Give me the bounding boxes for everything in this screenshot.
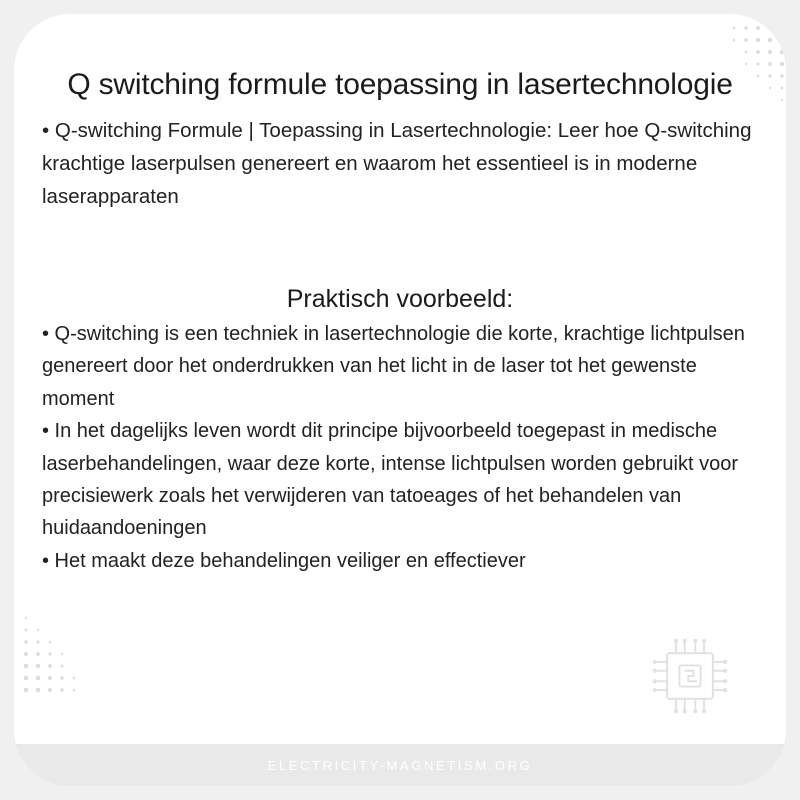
section-heading: Praktisch voorbeeld: xyxy=(286,284,514,313)
list-item: • Het maakt deze behandelingen veiliger en effectiever xyxy=(42,549,526,572)
list-item: • In het dagelijks leven wordt dit principe bijvoorbeeld toegepast in medische laserbehandelingen, waar deze korte, intense lichtpulsen worden gebruikt voor precisiewerk zoals het verwijderen van tatoeages of het behandelen van huidaandoeningen xyxy=(42,420,738,540)
list-item: • Q-switching is een techniek in lasertechnologie die korte, krachtige lichtpulsen genereert door het onderdrukken van het licht in de laser tot het gewenste moment xyxy=(42,323,745,410)
intro-paragraph: • Q-switching Formule | Toepassing in Lasertechnologie: Leer hoe Q-switching krachtige laserpulsen genereert en waarom het essentieel is in moderne laserapparaten xyxy=(42,119,752,209)
bullet-list xyxy=(42,318,756,577)
content-card xyxy=(14,14,786,786)
microchip-icon xyxy=(646,632,734,720)
dot-pattern-icon xyxy=(16,580,136,700)
page-title: Q switching formule toepassing in lasertechnologie xyxy=(67,68,733,102)
footer-site-label: ELECTRICITY-MAGNETISM.ORG xyxy=(267,757,533,773)
footer-bar xyxy=(14,744,786,786)
